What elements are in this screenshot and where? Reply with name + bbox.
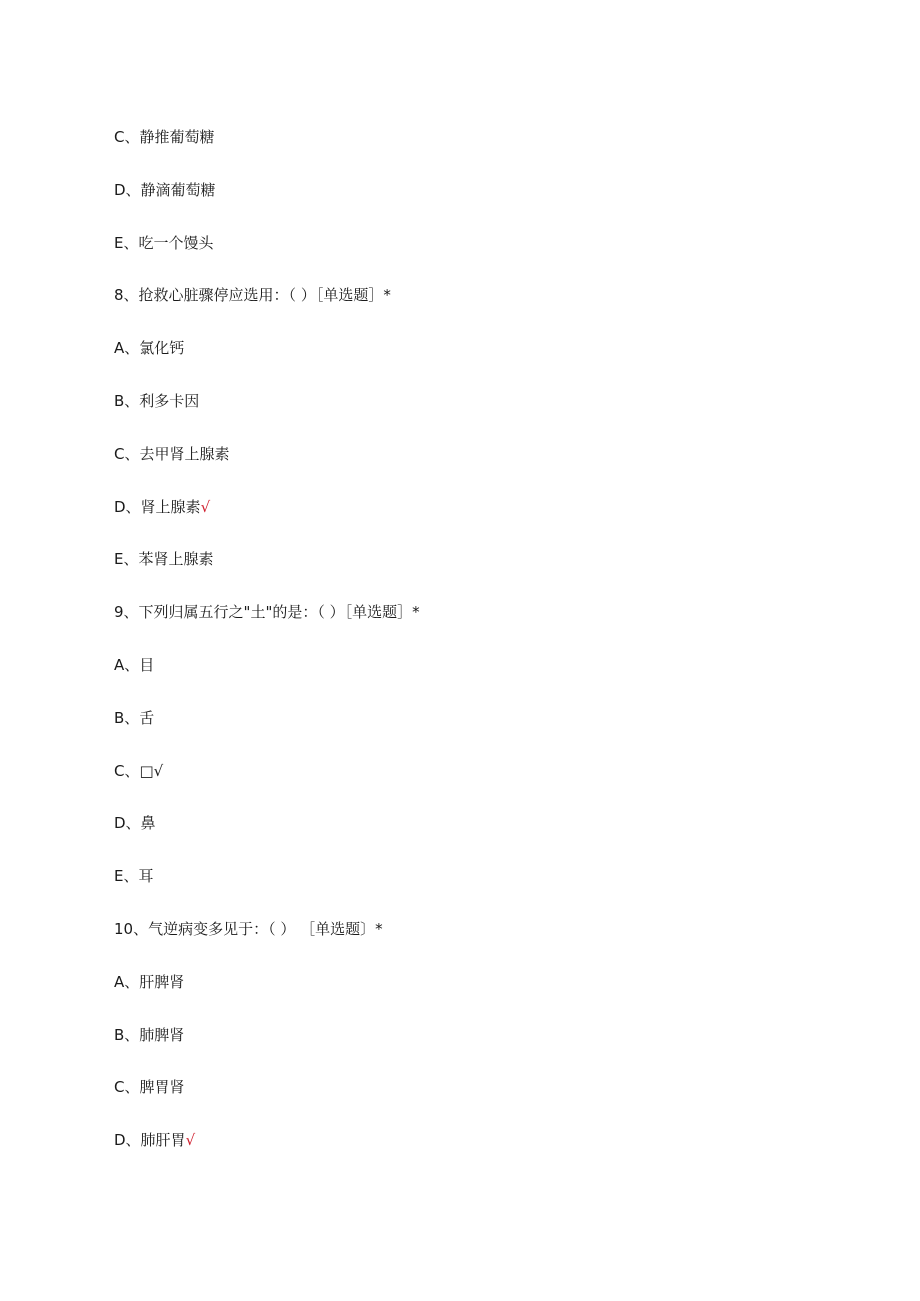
option-text: C、静推葡萄糖: [114, 128, 215, 146]
option-text: D、肺肝胃: [114, 1131, 186, 1150]
option-text: B、舌: [114, 708, 155, 727]
option-line: [114, 496, 814, 549]
question-line: [114, 284, 814, 337]
option-line: [114, 654, 814, 707]
option-line: [114, 126, 814, 179]
question-text: 9、下列归属五行之"土"的是：（ ）［单选题］*: [114, 603, 420, 622]
question-text: 10、气逆病变多见于：（ ） ［单选题〕*: [114, 919, 383, 938]
option-line: [114, 707, 814, 760]
option-text: A、目: [114, 655, 155, 674]
option-text: D、肾上腺素: [114, 497, 201, 516]
question-line: [114, 918, 814, 971]
option-line: [114, 971, 814, 1024]
option-line: [114, 548, 814, 601]
option-text: C、□√: [114, 761, 164, 780]
option-line: [114, 865, 814, 918]
option-line: [114, 1076, 814, 1129]
option-text: E、苯肾上腺素: [114, 550, 214, 569]
option-text: A、氯化钙: [114, 339, 185, 358]
option-line: [114, 443, 814, 496]
question-document: [114, 126, 814, 1182]
option-line: [114, 812, 814, 865]
option-text: D、静滴葡萄糖: [114, 180, 216, 199]
correct-mark: √: [185, 1131, 196, 1150]
option-line: [114, 1024, 814, 1077]
question-line: [114, 601, 814, 654]
option-line: [114, 1129, 814, 1182]
option-text: E、耳: [114, 867, 154, 886]
option-line: [114, 179, 814, 232]
option-line: [114, 337, 814, 390]
correct-mark: √: [200, 497, 211, 516]
option-text: B、肺脾肾: [114, 1025, 185, 1044]
option-text: C、脾胃肾: [114, 1078, 185, 1097]
option-text: D、鼻: [114, 814, 156, 833]
option-line: [114, 232, 814, 285]
option-text: E、吃一个馒头: [114, 233, 214, 252]
option-line: [114, 390, 814, 443]
option-text: B、利多卡因: [114, 391, 200, 410]
option-text: A、肝脾肾: [114, 972, 185, 991]
option-line: [114, 760, 814, 813]
question-text: 8、抢救心脏骤停应选用：（ ）［单选题］*: [114, 286, 391, 305]
option-text: C、去甲肾上腺素: [114, 444, 230, 463]
